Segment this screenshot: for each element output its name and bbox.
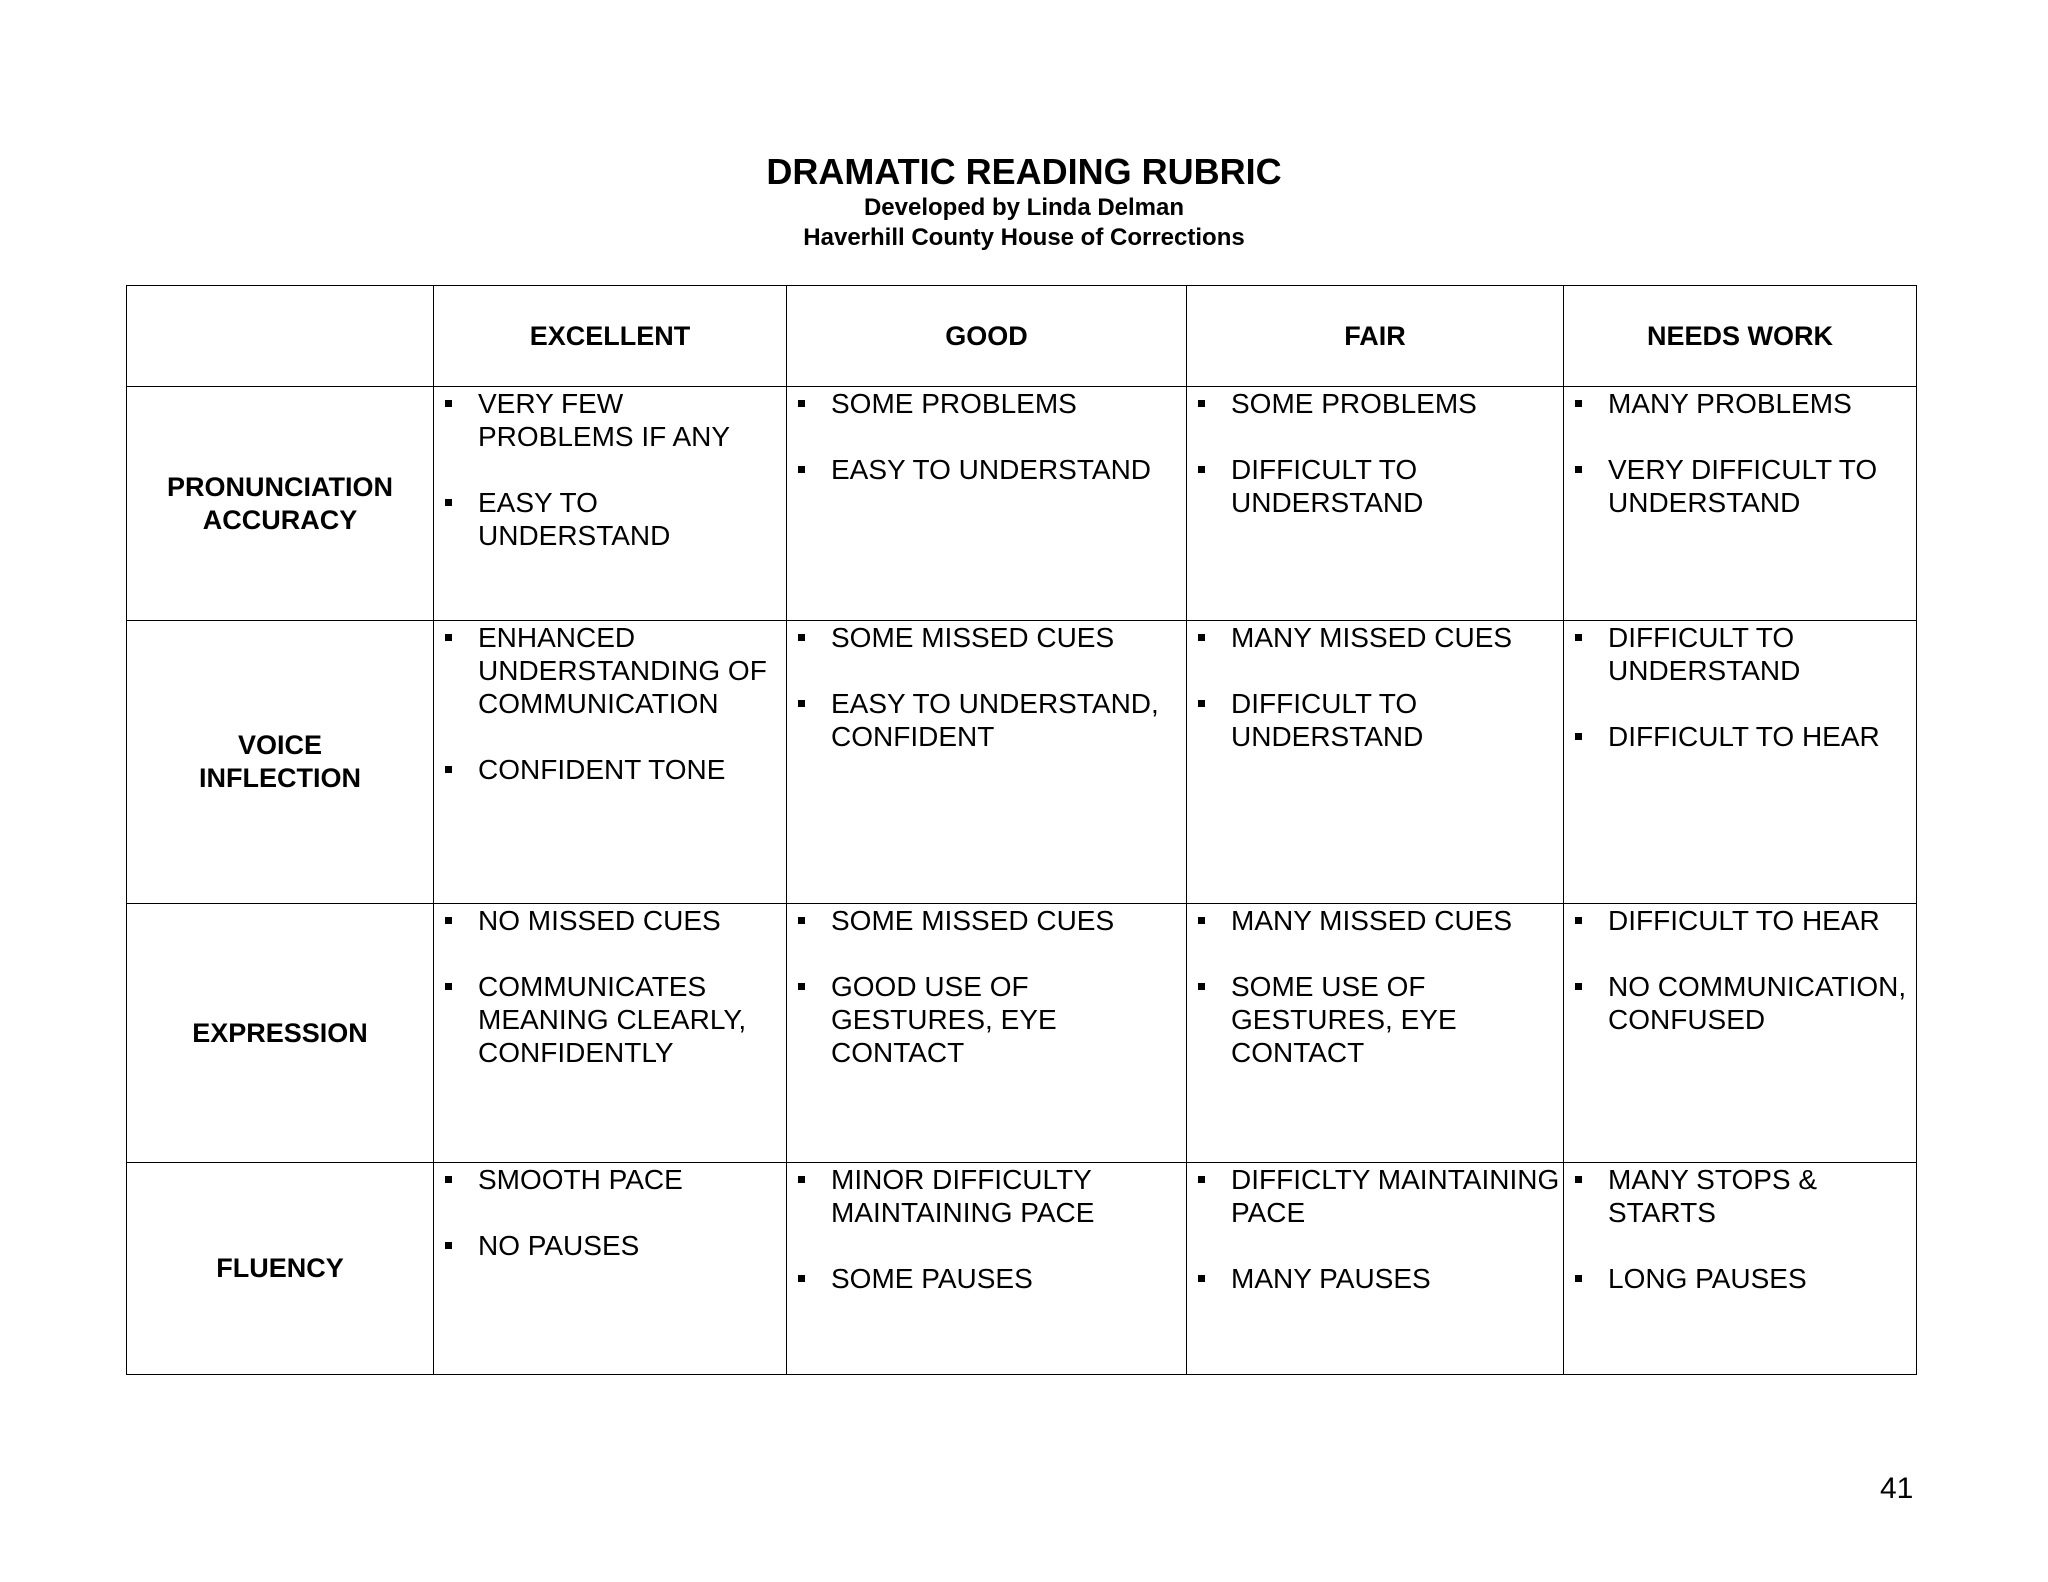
square-bullet-icon [798, 917, 805, 924]
bullet-text: SOME MISSED CUES [831, 905, 1115, 936]
bullet-item [1187, 1262, 1563, 1295]
row-header-fluency [127, 1163, 434, 1375]
cell-voice-inflection-fair [1187, 621, 1564, 904]
bullet-item [434, 753, 786, 786]
bullet-text: SOME PROBLEMS [831, 388, 1077, 419]
bullet-text: SOME PROBLEMS [1231, 388, 1477, 419]
square-bullet-icon [445, 1242, 452, 1249]
bullet-text: MINOR DIFFICULTY MAINTAINING PACE [831, 1164, 1095, 1228]
bullet-text: SOME USE OF GESTURES, EYE CONTACT [1231, 971, 1457, 1068]
cell-expression-fair [1187, 904, 1564, 1163]
row-header-line: INFLECTION [199, 763, 361, 793]
cell-pronunciation-accuracy-good [787, 387, 1187, 621]
row-header-expression [127, 904, 434, 1163]
bullet-text: VERY FEW PROBLEMS IF ANY [478, 388, 731, 452]
header-row [127, 286, 1917, 387]
square-bullet-icon [798, 1176, 805, 1183]
bullet-text: CONFIDENT TONE [478, 754, 726, 785]
rubric-row-fluency [127, 1163, 1917, 1375]
bullet-text: SMOOTH PACE [478, 1164, 683, 1195]
square-bullet-icon [1575, 400, 1582, 407]
bullet-item [434, 387, 786, 453]
column-header-fair: FAIR [1187, 286, 1564, 387]
bullet-text: NO PAUSES [478, 1230, 640, 1261]
bullet-item [434, 486, 786, 552]
bullet-item [1564, 621, 1916, 687]
square-bullet-icon [798, 634, 805, 641]
bullet-item [787, 687, 1186, 753]
bullet-item [1564, 453, 1916, 519]
square-bullet-icon [1575, 466, 1582, 473]
bullet-text: EASY TO UNDERSTAND [831, 454, 1152, 485]
row-header-line: EXPRESSION [192, 1017, 368, 1048]
square-bullet-icon [445, 1176, 452, 1183]
bullet-item [434, 904, 786, 937]
rubric-row-pronunciation-accuracy [127, 387, 1917, 621]
square-bullet-icon [445, 983, 452, 990]
corner-cell [127, 286, 434, 387]
row-header-line: PRONUNCIATION [167, 471, 393, 502]
bullet-text: COMMUNICATES MEANING CLEARLY, CONFIDENTLY [478, 971, 747, 1068]
square-bullet-icon [445, 499, 452, 506]
square-bullet-icon [798, 983, 805, 990]
cell-expression-needs-work [1564, 904, 1917, 1163]
bullet-item [434, 970, 786, 1069]
column-header-excellent: EXCELLENT [434, 286, 787, 387]
bullet-text: DIFFICLTY MAINTAINING PACE [1231, 1164, 1560, 1228]
square-bullet-icon [1198, 400, 1205, 407]
bullet-text: DIFFICULT TO HEAR [1608, 905, 1880, 936]
square-bullet-icon [1198, 634, 1205, 641]
bullet-item [1564, 904, 1916, 937]
bullet-item [787, 1163, 1186, 1229]
square-bullet-icon [798, 400, 805, 407]
rubric-table [126, 285, 1917, 1375]
bullet-item [1187, 970, 1563, 1069]
cell-fluency-good [787, 1163, 1187, 1375]
row-header-pronunciation-accuracy [127, 387, 434, 621]
bullet-text: MANY MISSED CUES [1231, 622, 1513, 653]
square-bullet-icon [445, 634, 452, 641]
bullet-text: MANY PROBLEMS [1608, 388, 1852, 419]
bullet-item [1564, 1163, 1916, 1229]
bullet-text: SOME MISSED CUES [831, 622, 1115, 653]
square-bullet-icon [1198, 983, 1205, 990]
bullet-item [787, 904, 1186, 937]
square-bullet-icon [798, 466, 805, 473]
bullet-text: SOME PAUSES [831, 1263, 1033, 1294]
bullet-text: DIFFICULT TO UNDERSTAND [1231, 454, 1424, 518]
cell-fluency-needs-work [1564, 1163, 1917, 1375]
bullet-item [1187, 904, 1563, 937]
square-bullet-icon [1575, 1176, 1582, 1183]
row-header-line: VOICE [237, 730, 323, 760]
bullet-text: DIFFICULT TO UNDERSTAND [1231, 688, 1424, 752]
bullet-item [1187, 621, 1563, 654]
cell-fluency-fair [1187, 1163, 1564, 1375]
bullet-item [1564, 387, 1916, 420]
bullet-item [1187, 1163, 1563, 1229]
cell-voice-inflection-good [787, 621, 1187, 904]
square-bullet-icon [798, 1275, 805, 1282]
cell-pronunciation-accuracy-needs-work [1564, 387, 1917, 621]
bullet-item [1187, 453, 1563, 519]
bullet-item [434, 1163, 786, 1196]
square-bullet-icon [1198, 1176, 1205, 1183]
document-institution: Haverhill County House of Corrections [803, 224, 1245, 251]
square-bullet-icon [445, 766, 452, 773]
bullet-text: VERY DIFFICULT TO UNDERSTAND [1608, 454, 1878, 518]
bullet-text: EASY TO UNDERSTAND, CONFIDENT [831, 688, 1159, 752]
bullet-item [787, 453, 1186, 486]
cell-pronunciation-accuracy-excellent [434, 387, 787, 621]
square-bullet-icon [1575, 1275, 1582, 1282]
bullet-item [1187, 687, 1563, 753]
square-bullet-icon [1575, 983, 1582, 990]
bullet-text: DIFFICULT TO UNDERSTAND [1608, 622, 1801, 686]
square-bullet-icon [1575, 917, 1582, 924]
square-bullet-icon [1198, 466, 1205, 473]
column-header-good: GOOD [787, 286, 1187, 387]
rubric-row-voice-inflection [127, 621, 1917, 904]
cell-expression-good [787, 904, 1187, 1163]
column-header-needs-work: NEEDS WORK [1564, 286, 1917, 387]
row-header-voice-inflection [127, 621, 434, 904]
bullet-item [1564, 1262, 1916, 1295]
bullet-item [1564, 720, 1916, 753]
page-number: 41 [1880, 1472, 1914, 1505]
bullet-text: LONG PAUSES [1608, 1263, 1807, 1294]
bullet-text: DIFFICULT TO HEAR [1608, 721, 1880, 752]
bullet-text: EASY TO UNDERSTAND [478, 487, 671, 551]
document-author: Developed by Linda Delman [863, 194, 1185, 221]
bullet-text: MANY PAUSES [1231, 1263, 1431, 1294]
bullet-text: ENHANCED UNDERSTANDING OF COMMUNICATION [478, 622, 767, 719]
bullet-item [434, 1229, 786, 1262]
square-bullet-icon [445, 917, 452, 924]
square-bullet-icon [445, 400, 452, 407]
cell-voice-inflection-excellent [434, 621, 787, 904]
bullet-text: GOOD USE OF GESTURES, EYE CONTACT [831, 971, 1057, 1068]
square-bullet-icon [1198, 917, 1205, 924]
bullet-item [434, 621, 786, 720]
bullet-text: NO COMMUNICATION, CONFUSED [1608, 971, 1907, 1035]
rubric-row-expression [127, 904, 1917, 1163]
bullet-item [787, 387, 1186, 420]
square-bullet-icon [1575, 634, 1582, 641]
row-header-line: ACCURACY [202, 504, 358, 535]
cell-expression-excellent [434, 904, 787, 1163]
bullet-item [787, 621, 1186, 654]
cell-pronunciation-accuracy-fair [1187, 387, 1564, 621]
bullet-text: MANY STOPS & STARTS [1608, 1164, 1818, 1228]
document-title: DRAMATIC READING RUBRIC [766, 151, 1282, 192]
cell-fluency-excellent [434, 1163, 787, 1375]
bullet-item [1187, 387, 1563, 420]
bullet-item [1564, 970, 1916, 1036]
bullet-item [787, 1262, 1186, 1295]
square-bullet-icon [1198, 1275, 1205, 1282]
row-header-line: FLUENCY [216, 1253, 344, 1283]
bullet-text: NO MISSED CUES [478, 905, 721, 936]
cell-voice-inflection-needs-work [1564, 621, 1917, 904]
square-bullet-icon [798, 700, 805, 707]
bullet-text: MANY MISSED CUES [1231, 905, 1513, 936]
square-bullet-icon [1198, 700, 1205, 707]
bullet-item [787, 970, 1186, 1069]
square-bullet-icon [1575, 733, 1582, 740]
